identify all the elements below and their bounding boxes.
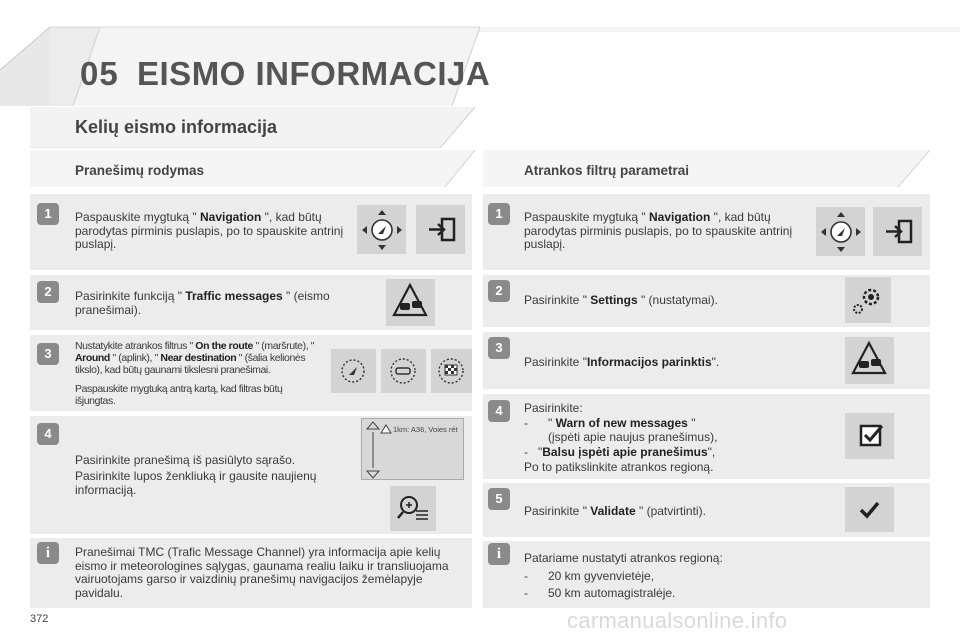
checkbox-icon <box>845 413 894 459</box>
right-step-4-option-2: "Balsu įspėti apie pranešimus", <box>538 445 716 459</box>
filter-near-destination-button[interactable] <box>431 349 472 393</box>
right-step-2-badge: 2 <box>488 280 510 302</box>
right-info-dash-2: - <box>524 586 528 600</box>
left-step-2-text: Pasirinkite funkciją " Traffic messages " (eismo pranešimai). <box>75 289 330 317</box>
info-icon: i <box>488 543 510 565</box>
left-step-3-note: Paspauskite mygtuką antrą kartą, kad filtras būtų išjungtas. <box>75 383 283 407</box>
right-info-item-1: 20 km gyvenvietėje, <box>548 569 655 583</box>
information-options-button[interactable] <box>845 337 894 384</box>
right-subtitle: Atrankos filtrų parametrai <box>524 163 690 178</box>
right-step-4-dash-1: - <box>524 416 528 430</box>
around-filter-icon <box>381 349 426 393</box>
destination-filter-icon <box>431 349 472 393</box>
right-step-1-badge: 1 <box>488 203 510 225</box>
navigation-label: Navigation <box>200 210 262 224</box>
right-step-4-option-1: " Warn of new messages " <box>548 416 696 430</box>
magnifier-icon <box>390 486 436 531</box>
right-step-2-text: Pasirinkite " Settings " (nustatymai). <box>524 293 718 307</box>
route-filter-icon <box>331 349 376 393</box>
navigation-joystick-button-right[interactable] <box>816 207 865 256</box>
chapter-title: EISMO INFORMACIJA <box>137 55 491 92</box>
joystick-icon <box>357 205 406 254</box>
filter-on-route-button[interactable] <box>331 349 376 393</box>
secondary-page-button-right[interactable] <box>873 207 922 256</box>
filter-around-button[interactable] <box>381 349 426 393</box>
left-step-2-badge: 2 <box>37 281 59 303</box>
warn-options-checkbox-button[interactable] <box>845 413 894 459</box>
right-step-4-intro: Pasirinkite: <box>524 401 583 415</box>
left-step-3-text: Nustatykite atrankos filtrus " On the route " (maršrute), " Around " (aplink), " Near destination " (šalia kelionės tikslo), kad būtų gaunami tikslesni pranešimai. <box>75 340 315 376</box>
right-step-5-text: Pasirinkite " Validate " (patvirtinti). <box>524 504 706 518</box>
traffic-warning-icon <box>386 279 435 326</box>
section-title: Kelių eismo informacija <box>75 117 278 137</box>
traffic-message-list-screen[interactable] <box>361 418 464 480</box>
traffic-warning-icon <box>845 337 894 384</box>
warning-triangle-icon <box>380 424 392 434</box>
screen-message-text: 1km: A36, Voies rét <box>393 425 458 434</box>
chapter-number: 05 <box>80 55 119 92</box>
page-arrow-icon <box>416 205 465 254</box>
magnifier-info-button[interactable] <box>390 486 436 531</box>
left-step-4-text-2: Pasirinkite lupos ženkliuką ir gausite naujienų informaciją. <box>75 469 317 497</box>
joystick-icon <box>816 207 865 256</box>
right-info-dash-1: - <box>524 569 528 583</box>
left-step-3-badge: 3 <box>37 343 59 365</box>
right-step-1-text: Paspauskite mygtuką " Navigation ", kad būtų parodytas pirminis puslapis, po to spauskite antrinį puslapį. <box>524 210 793 251</box>
watermark: carmanualsonline.info <box>567 608 788 633</box>
right-info-intro: Patariame nustatyti atrankos regioną: <box>524 551 723 565</box>
left-subtitle: Pranešimų rodymas <box>75 163 205 178</box>
right-step-4-badge: 4 <box>488 400 510 422</box>
right-info-item-2: 50 km automagistralėje. <box>548 586 676 600</box>
left-step-1-badge: 1 <box>37 203 59 225</box>
secondary-page-button[interactable] <box>416 205 465 254</box>
left-step-1-text: Paspauskite mygtuką " Navigation ", kad būtų parodytas pirminis puslapis, po to spauskite antrinį puslapį. <box>75 210 344 251</box>
right-step-4-dash-2: - <box>524 445 528 459</box>
checkmark-icon <box>845 487 894 532</box>
right-step-5-badge: 5 <box>488 488 510 510</box>
traffic-messages-button[interactable] <box>386 279 435 326</box>
page-number: 372 <box>30 613 49 625</box>
left-step-4-badge: 4 <box>37 423 59 445</box>
info-icon: i <box>37 542 59 564</box>
right-step-4-option-1-note: (įspėti apie naujus pranešimus), <box>548 430 718 444</box>
right-step-4-outro: Po to patikslinkite atrankos regioną. <box>524 460 714 474</box>
left-step-4-text-1: Pasirinkite pranešimą iš pasiūlyto sąrašo. <box>75 453 296 467</box>
page-arrow-icon <box>873 207 922 256</box>
validate-button[interactable] <box>845 487 894 532</box>
right-step-3-badge: 3 <box>488 337 510 359</box>
gear-icon <box>845 277 891 323</box>
navigation-joystick-button[interactable] <box>357 205 406 254</box>
settings-button[interactable] <box>845 277 891 323</box>
left-info-text: Pranešimai TMC (Trafic Message Channel) yra informacija apie kelių eismo ir meteorologines sąlygas, gaunama realiu laiku ir transliuojama vairuotojams garso ir vaizdinių pranešimų navigacijos žemėlapyje pavidalu. <box>75 545 449 600</box>
right-step-3-text: Pasirinkite "Informacijos parinktis". <box>524 355 720 369</box>
